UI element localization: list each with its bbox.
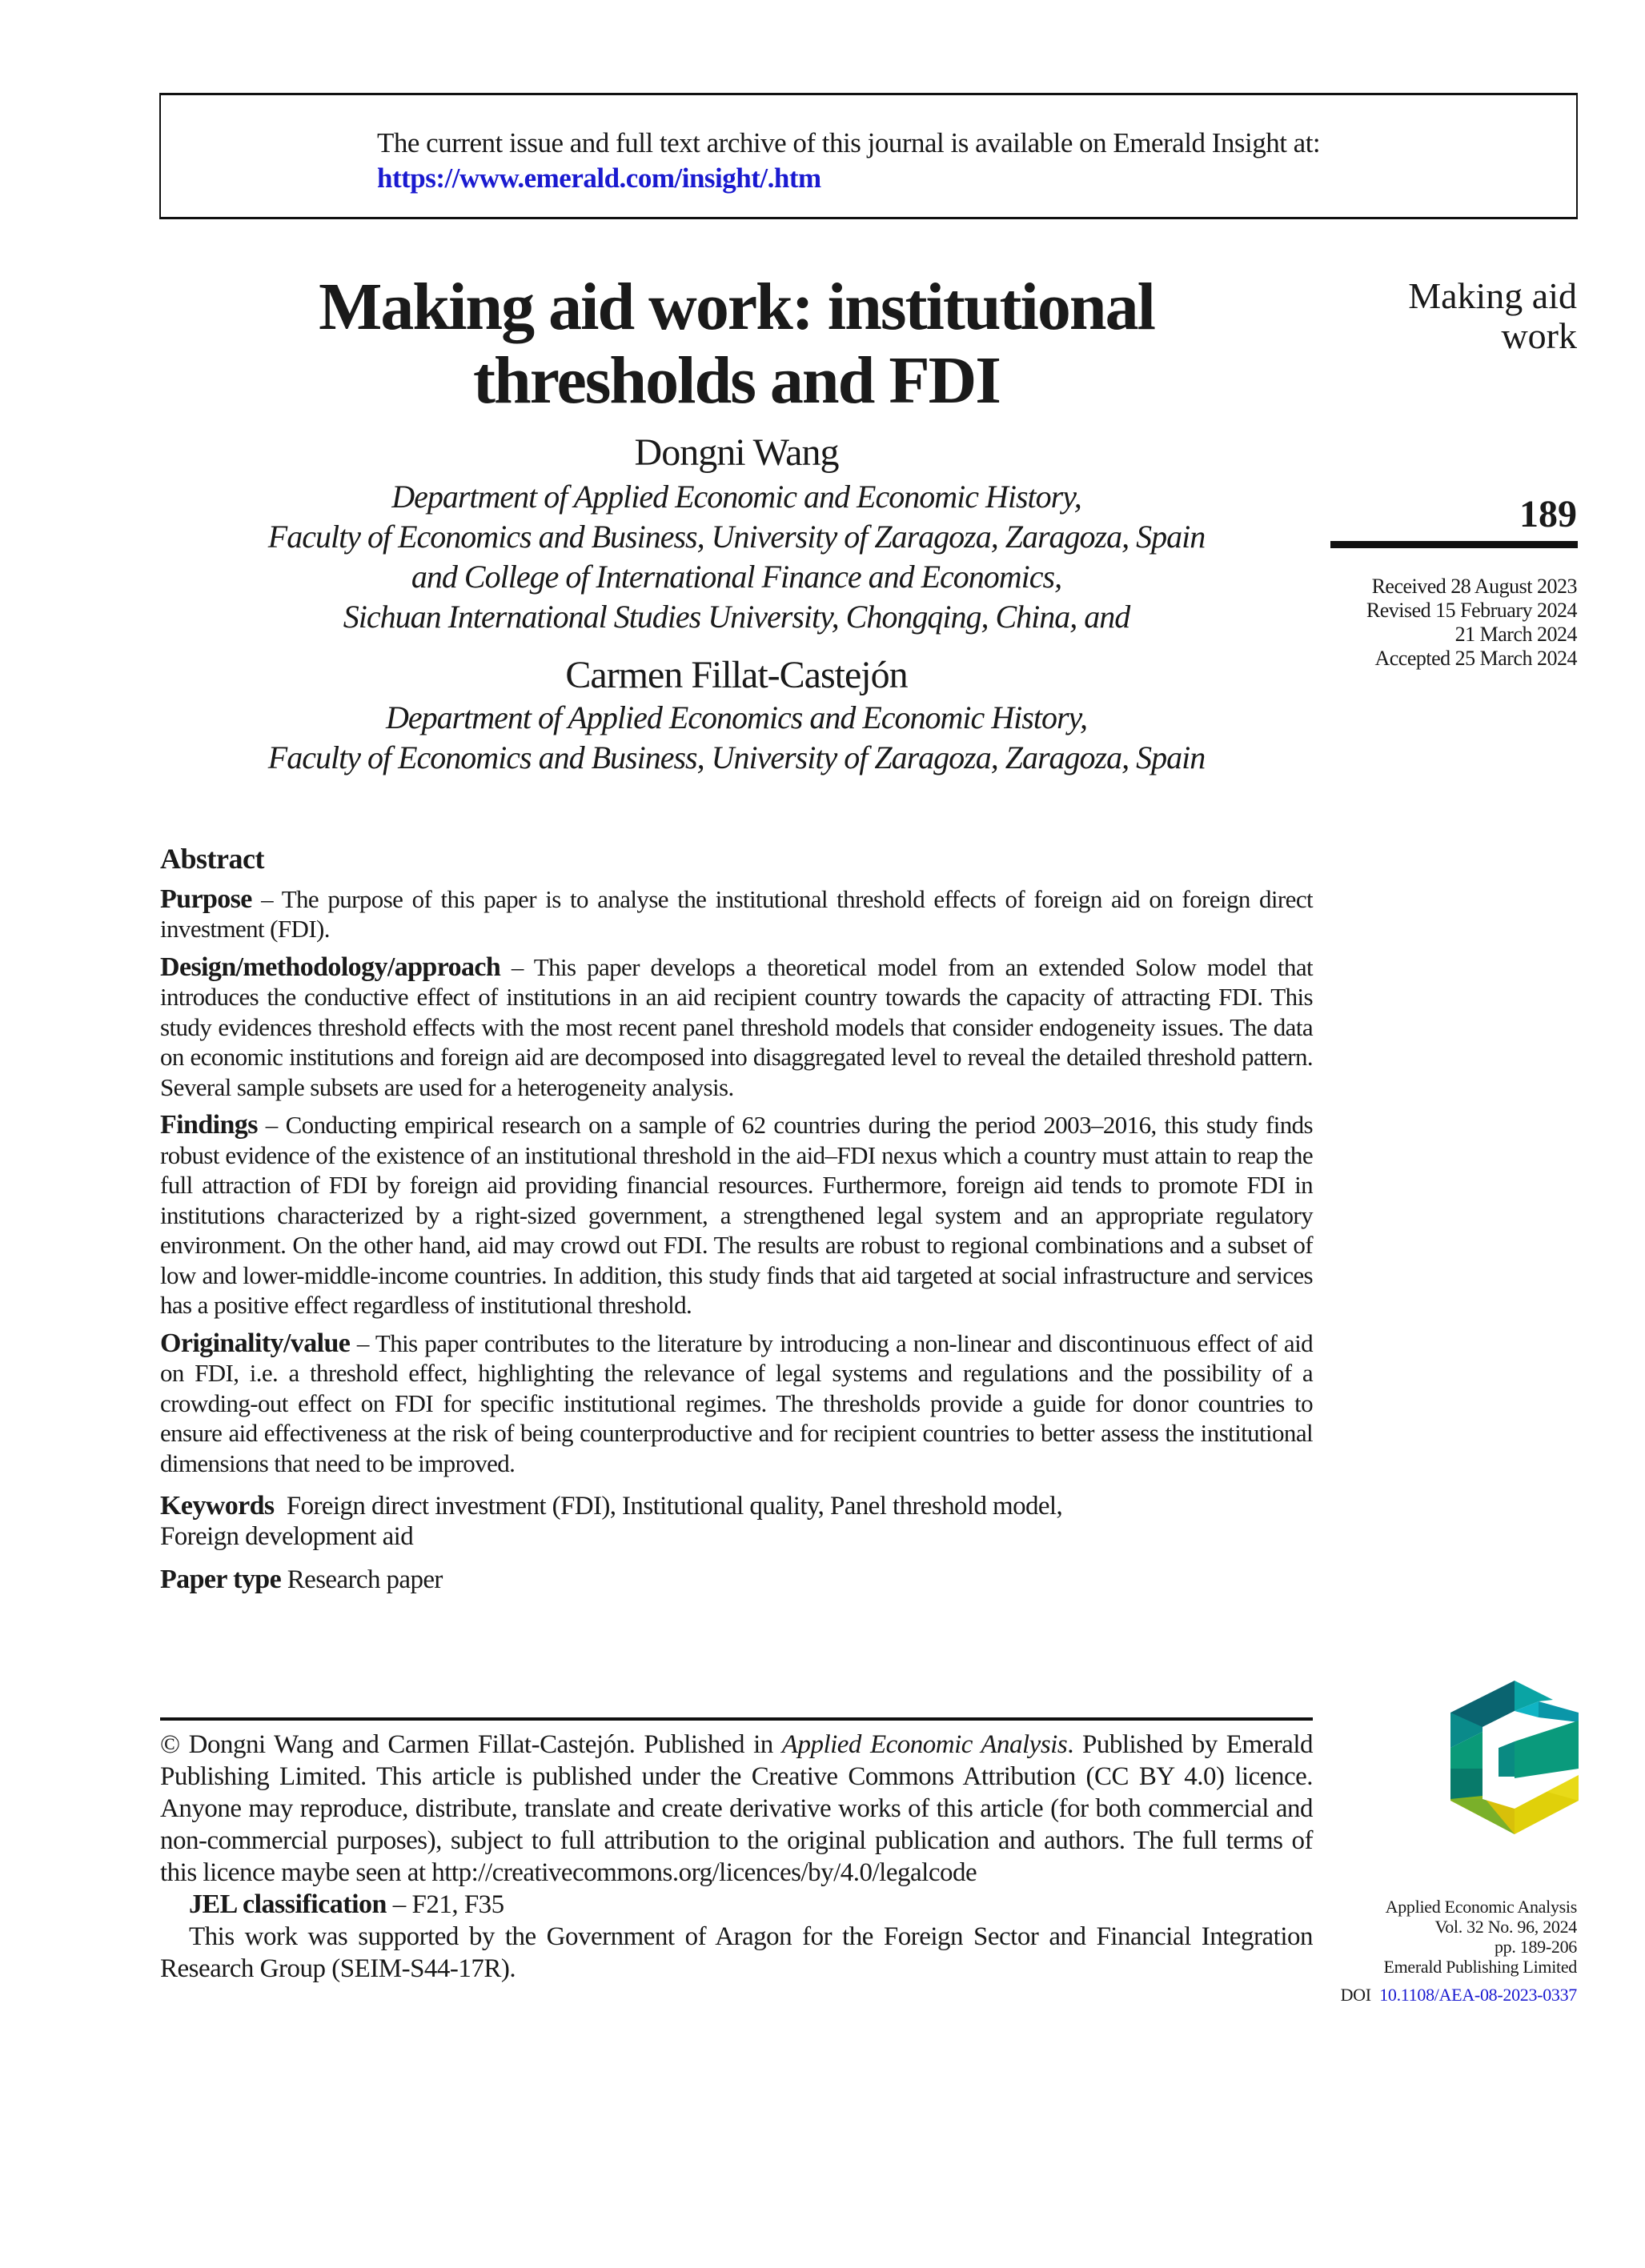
affiliation-line: and College of International Finance and Economics, bbox=[411, 559, 1062, 595]
keywords-text: Foreign direct investment (FDI), Institutional quality, Panel threshold model, bbox=[286, 1492, 1063, 1521]
section-label: Design/methodology/approach bbox=[160, 952, 501, 982]
author-affiliation bbox=[160, 698, 1313, 778]
paper-type-label: Paper type bbox=[160, 1565, 282, 1594]
abstract-purpose bbox=[160, 884, 1313, 944]
page-number-rule bbox=[1330, 541, 1578, 548]
footnote-rule bbox=[160, 1717, 1313, 1721]
abstract-findings bbox=[160, 1110, 1313, 1320]
journal-pages: pp. 189-206 bbox=[1494, 1937, 1577, 1957]
abstract bbox=[160, 844, 1313, 1596]
paper-type-value: Research paper bbox=[287, 1565, 443, 1594]
journal-name-italic: Applied Economic Analysis bbox=[781, 1730, 1068, 1759]
keywords-text-2: Foreign development aid bbox=[160, 1522, 414, 1551]
keywords bbox=[160, 1491, 1313, 1552]
author-name: Carmen Fillat-Castejón bbox=[565, 654, 908, 696]
jel-classification bbox=[160, 1889, 1313, 1921]
running-head bbox=[1321, 276, 1577, 356]
jel-value: – F21, F35 bbox=[386, 1890, 504, 1919]
section-label: Purpose bbox=[160, 884, 252, 914]
accepted-date: Accepted 25 March 2024 bbox=[1374, 647, 1577, 670]
submission-dates bbox=[1289, 575, 1577, 671]
title-line-2: thresholds and FDI bbox=[473, 343, 1000, 418]
affiliation-line: Sichuan International Studies University, Chongqing, China, and bbox=[343, 599, 1130, 635]
section-label: Findings bbox=[160, 1110, 258, 1140]
author-affiliation bbox=[160, 477, 1313, 637]
copyright-footnote bbox=[160, 1729, 1313, 1985]
running-head-line: Making aid bbox=[1408, 275, 1577, 316]
abstract-design bbox=[160, 952, 1313, 1103]
page-number: 189 bbox=[1519, 493, 1577, 535]
doi-link[interactable]: 10.1108/AEA-08-2023-0337 bbox=[1379, 1985, 1577, 2005]
section-text: – The purpose of this paper is to analyse the institutional threshold effects of foreign aid on foreign direct investment (FDI). bbox=[160, 884, 1313, 943]
affiliation-line: Faculty of Economics and Business, University of Zaragoza, Zaragoza, Spain bbox=[267, 739, 1206, 775]
running-head-line: work bbox=[1501, 315, 1577, 356]
abstract-originality bbox=[160, 1328, 1313, 1479]
doi-label: DOI bbox=[1340, 1985, 1371, 2005]
emerald-journal-logo-icon bbox=[1450, 1681, 1579, 1834]
doi bbox=[1289, 1985, 1577, 2006]
paper-type bbox=[160, 1565, 1313, 1596]
section-text: – This paper develops a theoretical model from an extended Solow model that introduces the conductive effect of institutions in an aid recipient country towards the capacity of attracting FDI. This study evidences threshold effects with the most recent panel threshold models that consider endogeneity issues. The data on economic institutions and foreign aid are decomposed into disaggregated level to reveal the detailed threshold pattern. Several sample subsets are used for a heterogeneity analysis. bbox=[160, 952, 1313, 1101]
copyright-text-2: . Published by Emerald Publishing Limited. This article is published under the Creative Commons Attribution (CC BY 4.0) licence. Anyone may reproduce, distribute, translate and create derivative works of this article (for both commercial and non-commercial purposes), subject to full attribution to the original publication and authors. The full terms of this licence maybe seen at http://creativecommons.org/licences/by/4.0/legalcode bbox=[160, 1730, 1314, 1887]
article-title bbox=[160, 270, 1313, 418]
section-label: Originality/value bbox=[160, 1328, 351, 1358]
section-text: – Conducting empirical research on a sample of 62 countries during the period 2003–2016, this study finds robust evidence of the existence of an institutional threshold in the aid–FDI nexus which a country must attain to reap the full attraction of FDI by foreign aid providing financial resources. Furthermore, foreign aid tends to promote FDI in institutions characterized by a right-sized government, a strengthened legal system and an appropriate regulatory environment. On the other hand, aid may crowd out FDI. The results are robust to regional combinations and a subset of low and lower-middle-income countries. In addition, this study finds that aid targeted at social infrastructure and services has a positive effect regardless of institutional threshold. bbox=[160, 1111, 1313, 1319]
abstract-heading: Abstract bbox=[160, 843, 264, 875]
affiliation-line: Department of Applied Economic and Economic History, bbox=[391, 479, 1081, 515]
received-date: Received 28 August 2023 bbox=[1371, 575, 1577, 598]
affiliation-line: Department of Applied Economics and Economic History, bbox=[385, 699, 1088, 735]
journal-name: Applied Economic Analysis bbox=[1385, 1897, 1577, 1917]
affiliation-line: Faculty of Economics and Business, University of Zaragoza, Zaragoza, Spain bbox=[267, 519, 1206, 555]
author-name: Dongni Wang bbox=[634, 431, 839, 474]
journal-volume: Vol. 32 No. 96, 2024 bbox=[1434, 1917, 1577, 1937]
journal-info bbox=[1305, 1897, 1577, 1977]
section-text: – This paper contributes to the literature by introducing a non-linear and discontinuous effect of aid on FDI, i.e. a threshold effect, highlighting the relevance of legal systems and regulations and the possibility of a crowding-out effect on FDI for specific institutional regimes. The thresholds provide a guide for donor countries to ensure aid effectiveness at the risk of being counterproductive and for recipient countries to better assess the institutional dimensions that need to be improved. bbox=[160, 1328, 1313, 1477]
journal-availability-banner bbox=[159, 93, 1578, 219]
copyright-notice bbox=[160, 1729, 1313, 1889]
emerald-insight-link[interactable]: https://www.emerald.com/insight/.htm bbox=[377, 162, 821, 194]
jel-label: JEL classification bbox=[189, 1889, 387, 1919]
revised-date-2: 21 March 2024 bbox=[1454, 623, 1577, 646]
funding-note: This work was supported by the Government of Aragon for the Foreign Sector and Financial Integration Research Group (SEIM-S44-17R). bbox=[160, 1922, 1313, 1983]
title-line-1: Making aid work: institutional bbox=[319, 270, 1154, 344]
keywords-label: Keywords bbox=[160, 1491, 275, 1521]
revised-date: Revised 15 February 2024 bbox=[1366, 599, 1577, 622]
banner-notice: The current issue and full text archive of this journal is available on Emerald Insight at: bbox=[377, 127, 1321, 158]
journal-publisher: Emerald Publishing Limited bbox=[1383, 1957, 1577, 1977]
copyright-text: © Dongni Wang and Carmen Fillat-Castejón. Published in bbox=[160, 1730, 782, 1759]
